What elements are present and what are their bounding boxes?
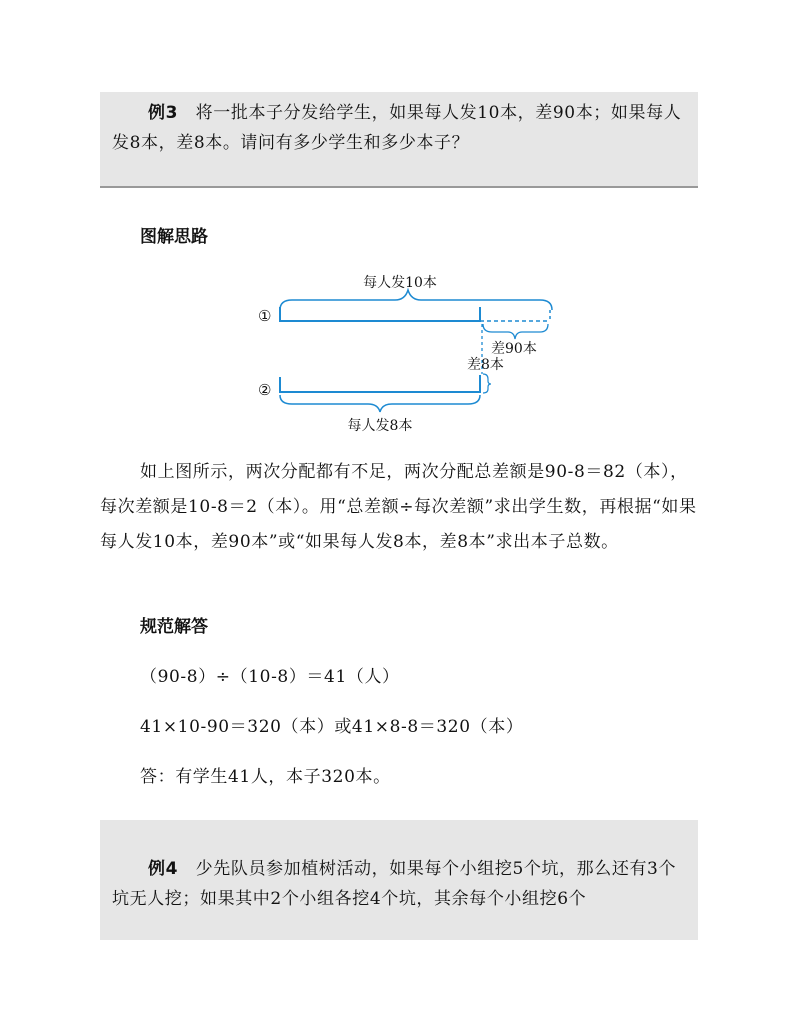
solution-line-1: （90-8）÷（10-8）＝41（人） [140,667,400,687]
solution-heading: 规范解答 [140,617,208,637]
analysis-paragraph: 如上图所示，两次分配都有不足，两次分配总差额是90-8＝82（本），每次差额是10-8＝2（本）。用“总差额÷每次差额”求出学生数，再根据“如果每人发10本，差90本”或“如果每人发8本，差8本”求出本子总数。 [100,462,697,552]
diagram-heading: 图解思路 [140,227,208,247]
example-3-question: 将一批本子分发给学生，如果每人发10本，差90本；如果每人发8本，差8本。请问有多少学生和多少本子？ [112,103,682,153]
bottom-brace-label: 每人发8本 [347,418,413,434]
example-4-box [100,820,698,940]
example-4-label: 例4 [148,859,179,879]
example-3-label: 例3 [148,103,179,123]
gap-90-brace [483,324,548,339]
example-4-question: 少先队员参加植树活动，如果每个小组挖5个坑，那么还有3个坑无人挖；如果其中2个小组各挖4个坑，其余每个小组挖6个 [112,859,677,909]
solution-answer: 答：有学生41人，本子320本。 [140,767,391,787]
row-2-marker: ② [258,381,272,399]
gap-8-brace [483,374,491,393]
top-brace-label: 每人发10本 [363,275,437,291]
row-1-marker: ① [258,307,272,325]
top-brace [280,290,552,310]
gap-8-label: 差8本 [467,357,504,373]
example-3-box [100,92,698,188]
example-4-text [112,854,686,914]
bottom-brace [280,395,480,412]
line-segment-diagram [240,262,560,437]
example-3-text [112,98,686,158]
solution-line-2: 41×10-90＝320（本）或41×8-8＝320（本） [140,717,524,737]
gap-90-label: 差90本 [491,341,537,357]
